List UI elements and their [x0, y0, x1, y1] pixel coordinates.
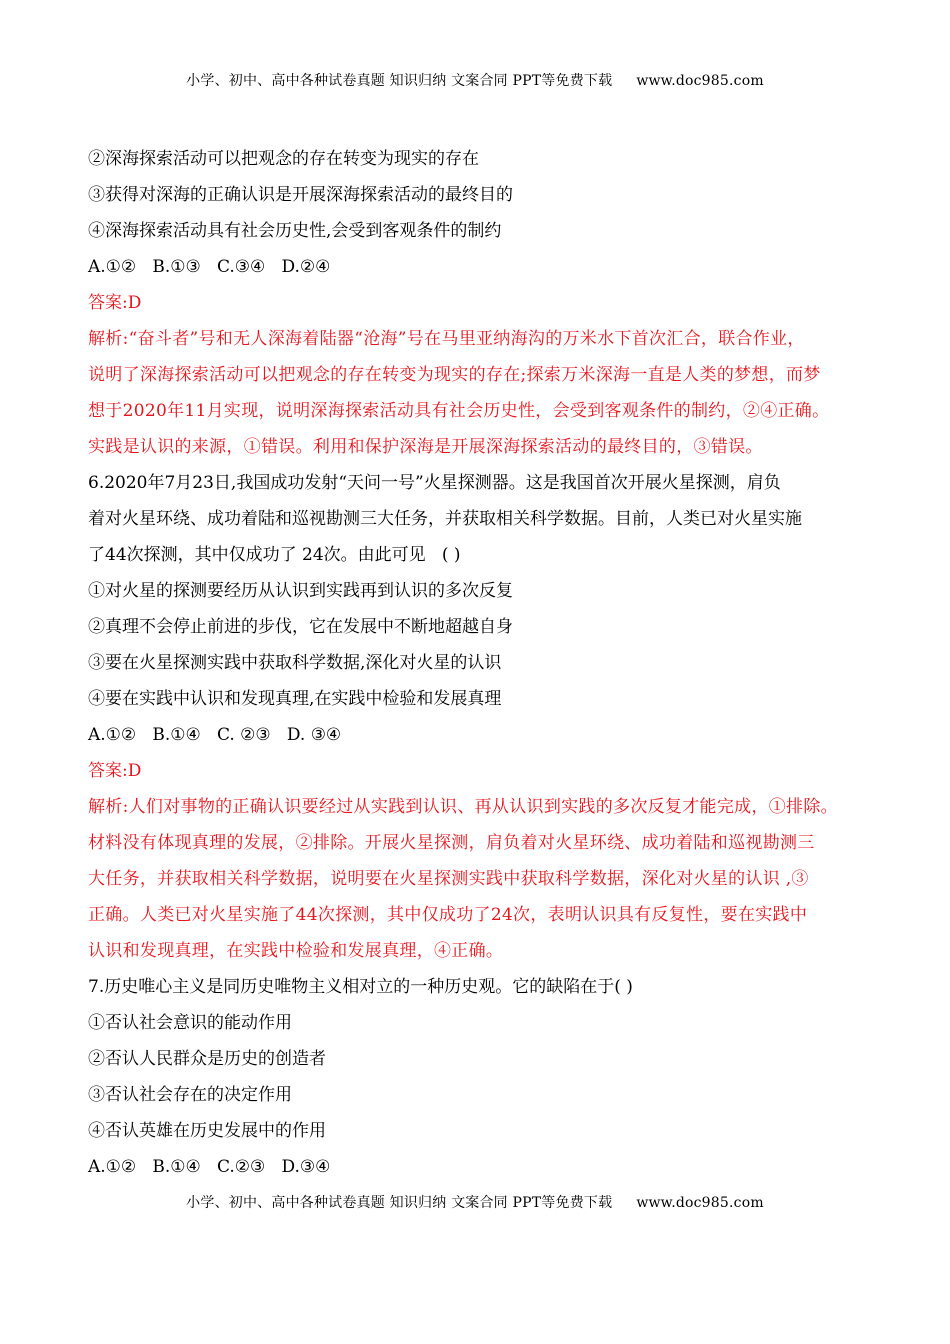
option-line: ②否认人民群众是历史的创造者 [88, 1049, 326, 1069]
choices-line: A.①② B.①③ C.③④ D.②④ [88, 257, 331, 277]
analysis-line: 材料没有体现真理的发展，②排除。开展火星探测，肩负着对火星环绕、成功着陆和巡视勘测三 [88, 833, 815, 853]
header-text: 小学、初中、高中各种试卷真题 知识归纳 文案合同 PPT等免费下载 [186, 73, 613, 89]
page-header [0, 70, 950, 90]
option-line: ①否认社会意识的能动作用 [88, 1013, 292, 1033]
answer-line: 答案:D [88, 761, 142, 781]
option-line: ②真理不会停止前进的步伐，它在发展中不断地超越自身 [88, 617, 513, 637]
option-line: ③否认社会存在的决定作用 [88, 1085, 292, 1105]
stem-line: 了44次探测，其中仅成功了 24次。由此可见 ( ) [88, 545, 461, 565]
stem-line: 6.2020年7月23日,我国成功发射“天问一号”火星探测器。这是我国首次开展火星探测，肩负 [88, 473, 781, 493]
document-body [88, 141, 908, 1185]
page-footer [0, 1192, 950, 1212]
stem-line: 着对火星环绕、成功着陆和巡视勘测三大任务，并获取相关科学数据。目前，人类已对火星实施 [88, 509, 802, 529]
header-url[interactable]: www.doc985.com [636, 73, 764, 89]
answer-line: 答案:D [88, 293, 142, 313]
question-7 [88, 969, 908, 1185]
stem-line: 7.历史唯心主义是同历史唯物主义相对立的一种历史观。它的缺陷在于( ) [88, 977, 633, 997]
choices-line: A.①② B.①④ C. ②③ D. ③④ [88, 725, 342, 745]
analysis-line: 想于2020年11月实现，说明深海探索活动具有社会历史性，会受到客观条件的制约，②④正确。 [88, 401, 830, 421]
analysis-line: 解析:“奋斗者”号和无人深海着陆器“沧海”号在马里亚纳海沟的万米水下首次汇合，联合作业， [88, 329, 805, 349]
option-line: ①对火星的探测要经历从认识到实践再到认识的多次反复 [88, 581, 513, 601]
analysis-line: 认识和发现真理，在实践中检验和发展真理，④正确。 [88, 941, 504, 961]
analysis-line: 实践是认识的来源，①错误。利用和保护深海是开展深海探索活动的最终目的，③错误。 [88, 437, 763, 457]
question-5 [88, 141, 908, 465]
footer-text: 小学、初中、高中各种试卷真题 知识归纳 文案合同 PPT等免费下载 [186, 1195, 613, 1211]
option-line: ②深海探索活动可以把观念的存在转变为现实的存在 [88, 149, 479, 169]
analysis-line: 说明了深海探索活动可以把观念的存在转变为现实的存在;探索万米深海一直是人类的梦想，而梦 [88, 365, 821, 385]
option-line: ④深海探索活动具有社会历史性,会受到客观条件的制约 [88, 221, 502, 241]
analysis-line: 解析:人们对事物的正确认识要经过从实践到认识、再从认识到实践的多次反复才能完成，①排除。 [88, 797, 838, 817]
option-line: ④要在实践中认识和发现真理,在实践中检验和发展真理 [88, 689, 502, 709]
analysis-line: 正确。人类已对火星实施了44次探测，其中仅成功了24次，表明认识具有反复性，要在实践中 [88, 905, 808, 925]
option-line: ③要在火星探测实践中获取科学数据,深化对火星的认识 [88, 653, 502, 673]
footer-url[interactable]: www.doc985.com [636, 1195, 764, 1211]
option-line: ④否认英雄在历史发展中的作用 [88, 1121, 326, 1141]
question-6 [88, 465, 908, 969]
choices-line: A.①② B.①④ C.②③ D.③④ [88, 1157, 331, 1177]
analysis-line: 大任务，并获取相关科学数据，说明要在火星探测实践中获取科学数据，深化对火星的认识 ,③ [88, 869, 809, 889]
option-line: ③获得对深海的正确认识是开展深海探索活动的最终目的 [88, 185, 513, 205]
